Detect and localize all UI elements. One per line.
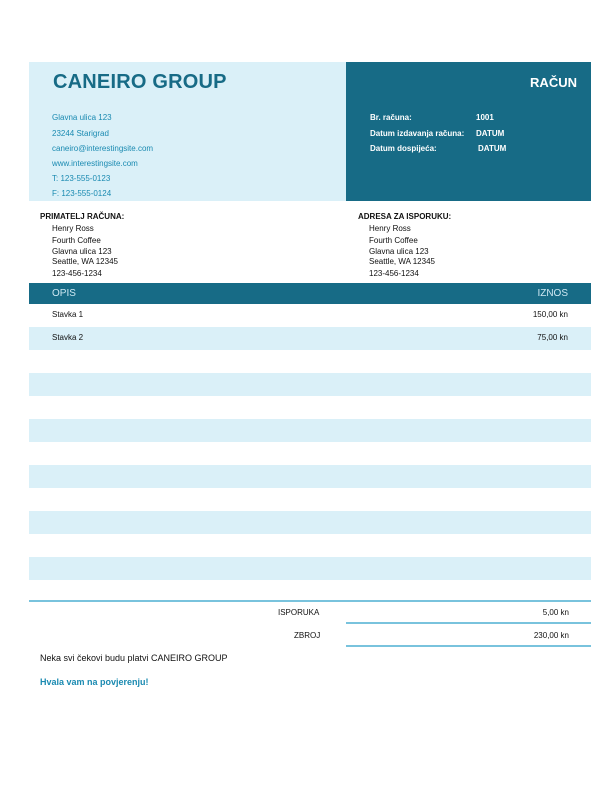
table-row-empty: [29, 442, 591, 465]
company-fax: F: 123-555-0124: [52, 189, 112, 198]
ship-to-line: Henry Ross: [369, 224, 411, 233]
table-row-empty: [29, 488, 591, 511]
shipping-rule: [346, 622, 591, 624]
issue-date-label: Datum izdavanja računa:: [370, 129, 465, 138]
table-row-empty: [29, 511, 591, 534]
total-value: 230,00 kn: [533, 631, 569, 640]
bill-to-line: Glavna ulica 123: [52, 247, 112, 256]
company-email[interactable]: caneiro@interestingsite.com: [52, 144, 154, 153]
shipping-value: 5,00 kn: [542, 608, 569, 617]
company-website[interactable]: www.interestingsite.com: [52, 159, 138, 168]
company-name: CANEIRO GROUP: [53, 71, 227, 93]
thank-you-note: Hvala vam na povjerenju!: [40, 677, 149, 687]
bill-to-line: Seattle, WA 12345: [52, 257, 118, 266]
item-amount: 75,00 kn: [537, 333, 568, 342]
ship-to-line: Seattle, WA 12345: [369, 257, 435, 266]
table-row-empty: [29, 419, 591, 442]
payment-note: Neka svi čekovi budu platvi CANEIRO GROUP: [40, 653, 228, 663]
table-row-empty: [29, 465, 591, 488]
column-description-header: OPIS: [52, 288, 76, 299]
table-row-empty: [29, 350, 591, 373]
table-row-empty: [29, 534, 591, 557]
invoice-number-label: Br. računa:: [370, 113, 412, 122]
bill-to-heading: PRIMATELJ RAČUNA:: [40, 212, 125, 221]
item-description: Stavka 2: [52, 333, 84, 342]
item-description: Stavka 1: [52, 310, 84, 319]
table-row: [29, 327, 591, 350]
bill-to-line: Henry Ross: [52, 224, 94, 233]
table-row-empty: [29, 396, 591, 419]
total-rule: [346, 645, 591, 647]
bill-to-line: 123-456-1234: [52, 269, 102, 278]
total-label: ZBROJ: [294, 631, 321, 640]
table-row-empty: [29, 373, 591, 396]
table-bottom-rule: [29, 600, 591, 602]
item-amount: 150,00 kn: [532, 310, 568, 319]
ship-to-line: 123-456-1234: [369, 269, 419, 278]
items-table-header: [29, 283, 591, 304]
company-street: Glavna ulica 123: [52, 113, 112, 122]
bill-to-line: Fourth Coffee: [52, 236, 101, 245]
company-city: 23244 Starigrad: [52, 129, 109, 138]
company-header: [29, 62, 346, 201]
invoice-number-value: 1001: [476, 113, 494, 122]
table-row: [29, 304, 591, 327]
table-row-empty: [29, 557, 591, 580]
due-date-label: Datum dospijeća:: [370, 144, 437, 153]
due-date-value: DATUM: [478, 144, 507, 153]
invoice-title: RAČUN: [530, 75, 577, 90]
ship-to-line: Glavna ulica 123: [369, 247, 429, 256]
issue-date-value: DATUM: [476, 129, 505, 138]
invoice-header: [346, 62, 591, 201]
ship-to-line: Fourth Coffee: [369, 236, 418, 245]
column-amount-header: IZNOS: [537, 288, 568, 299]
company-phone: T: 123-555-0123: [52, 174, 111, 183]
shipping-label: ISPORUKA: [278, 608, 320, 617]
ship-to-heading: ADRESA ZA ISPORUKU:: [358, 212, 452, 221]
